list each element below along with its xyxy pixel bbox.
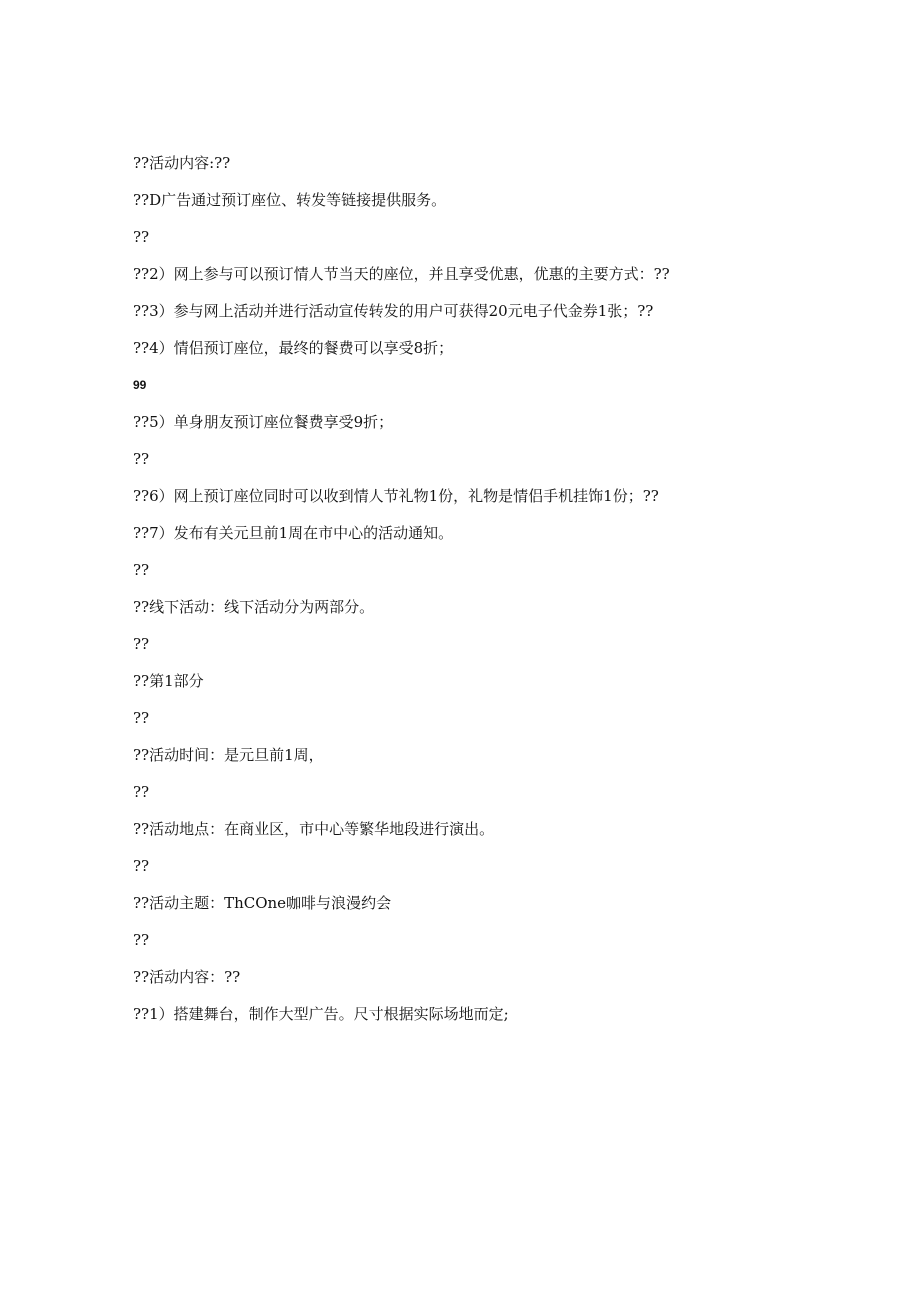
text-line: ??活动地点：在商业区，市中心等繁华地段进行演出。 [133, 820, 495, 838]
text-line: ?? [133, 857, 150, 875]
text-line: ?? [133, 931, 150, 949]
document-body [133, 150, 833, 1038]
text-line: ??活动内容:?? [133, 154, 231, 172]
text-line: ?? [133, 635, 150, 653]
text-line: ??7）发布有关元旦前1周在市中心的活动通知。 [133, 524, 454, 542]
text-line: ??1）搭建舞台，制作大型广告。尺寸根据实际场地而定; [133, 1005, 509, 1023]
text-line: ??线下活动：线下活动分为两部分。 [133, 598, 375, 616]
text-line: ??活动内容：?? [133, 968, 241, 986]
text-line: ??活动时间：是元旦前1周， [133, 746, 324, 764]
text-line: ??活动主题：ThCOne咖啡与浪漫约会 [133, 894, 392, 912]
text-line: ??6）网上预订座位同时可以收到情人节礼物1份，礼物是情侣手机挂饰1份；?? [133, 487, 659, 505]
text-line: ??4）情侣预订座位，最终的餐费可以享受8折； [133, 339, 454, 357]
text-line: ?? [133, 709, 150, 727]
text-line: ?? [133, 561, 150, 579]
text-line: ??3）参与网上活动并进行活动宣传转发的用户可获得20元电子代金券1张；?? [133, 302, 654, 320]
text-line: ??5）单身朋友预订座位餐费享受9折； [133, 413, 394, 431]
text-line: ?? [133, 228, 150, 246]
text-line: ?? [133, 450, 150, 468]
text-line: ??第1部分 [133, 672, 204, 690]
text-line: ??D广告通过预订座位、转发等链接提供服务。 [133, 191, 447, 209]
text-line: ?? [133, 783, 150, 801]
text-line: 99 [133, 378, 147, 392]
text-line: ??2）网上参与可以预订情人节当天的座位，并且享受优惠，优惠的主要方式：?? [133, 265, 670, 283]
